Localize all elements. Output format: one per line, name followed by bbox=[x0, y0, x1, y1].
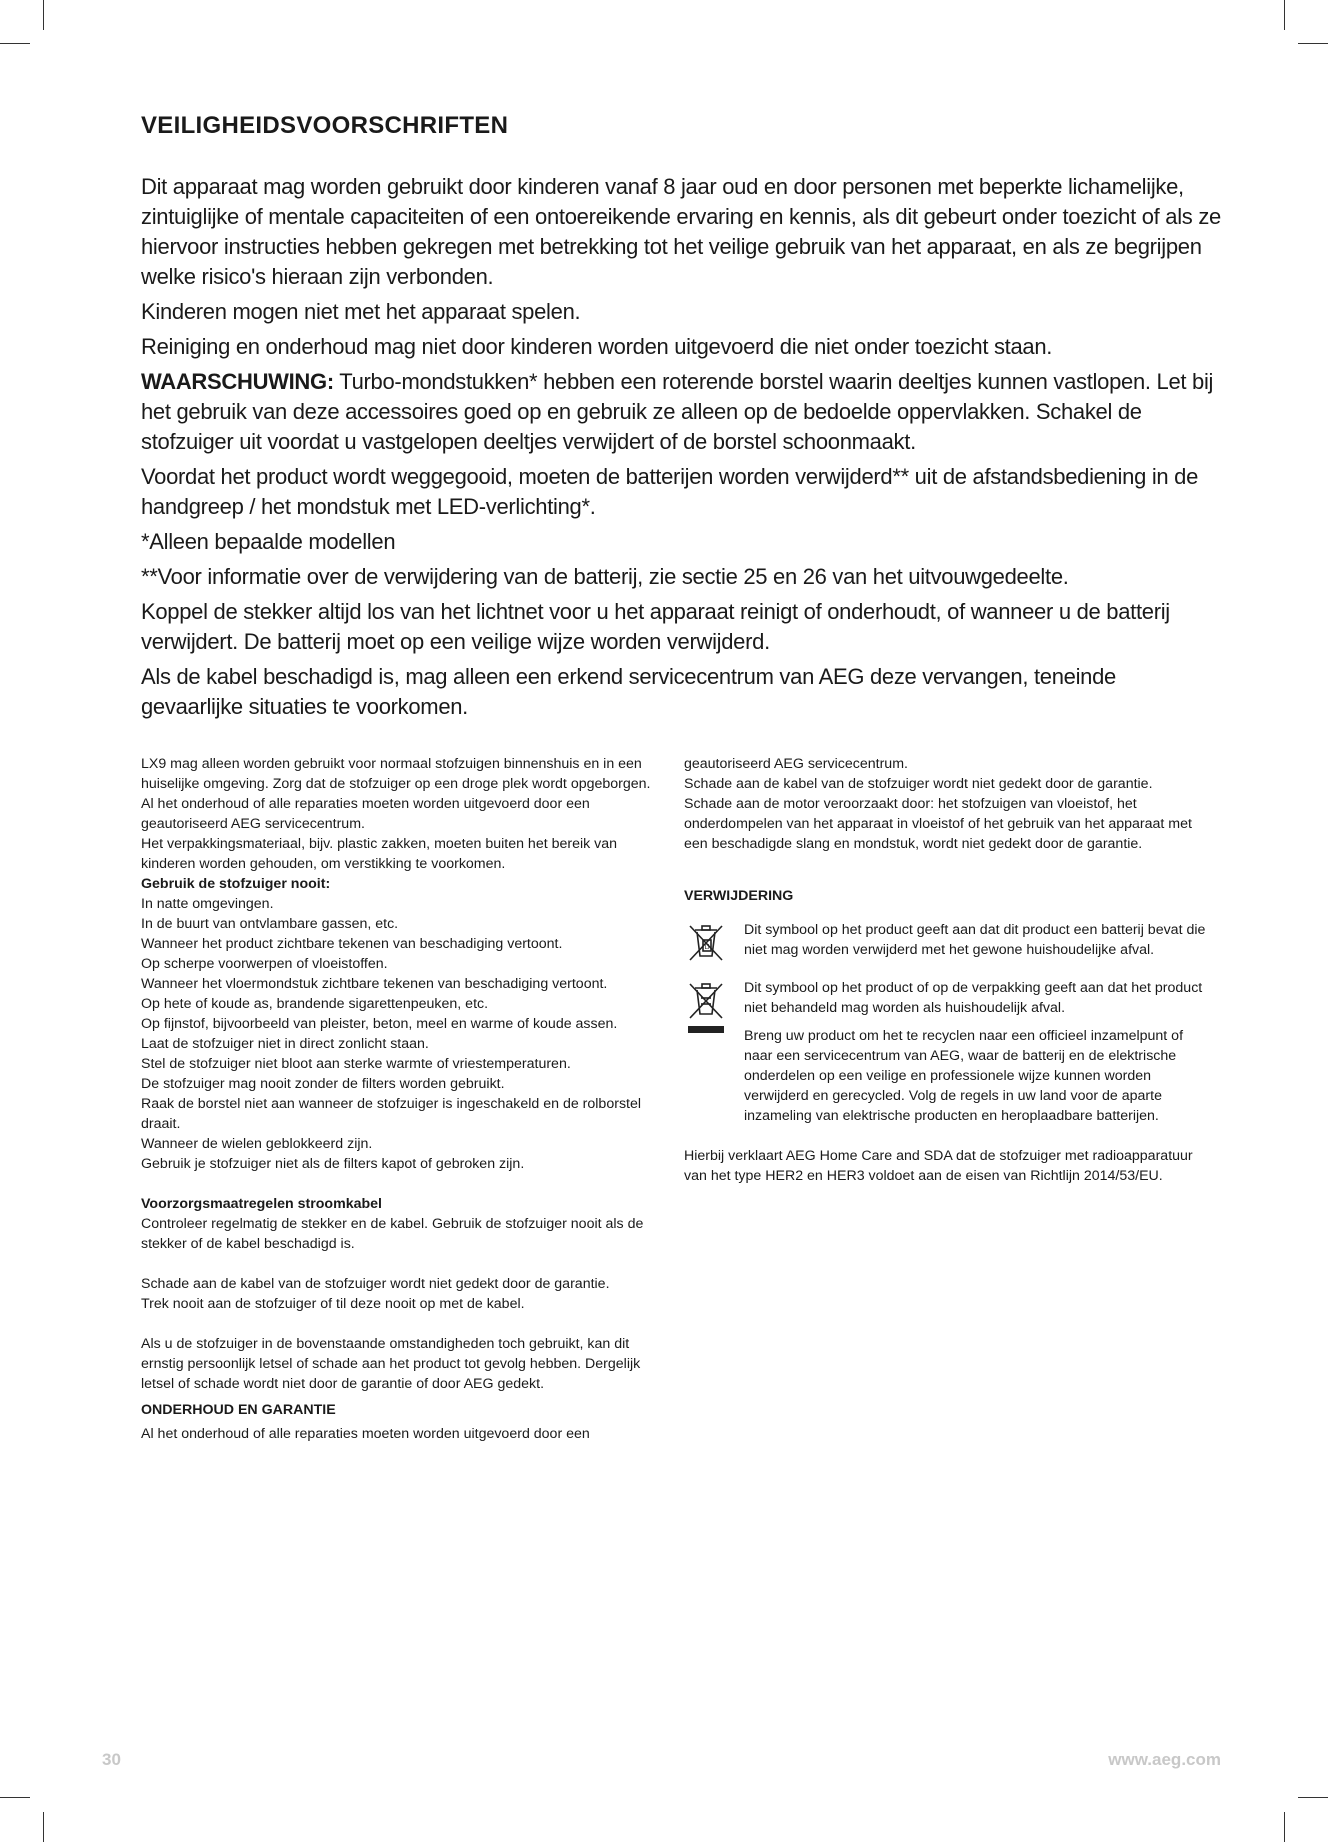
footer-url: www.aeg.com bbox=[1108, 1750, 1221, 1769]
text-block: Schade aan de kabel van de stofzuiger wordt niet gedekt door de garantie. bbox=[141, 1276, 610, 1292]
text-block: Controleer regelmatig de stekker en de kabel. Gebruik de stofzuiger nooit als de stekker of de kabel beschadigd is. bbox=[141, 1216, 644, 1252]
intro-paragraph: Als de kabel beschadigd is, mag alleen een erkend servicecentrum van AEG deze vervangen, teneinde gevaarlijke situaties te voorkomen. bbox=[141, 664, 1116, 719]
right-column bbox=[684, 754, 1209, 1186]
text-block: Het verpakkingsmateriaal, bijv. plastic zakken, moeten buiten het bereik van kinderen worden gehouden, om verstikking te voorkomen. bbox=[141, 836, 618, 872]
crop-mark bbox=[1284, 0, 1285, 30]
text-block: Al het onderhoud of alle reparaties moeten worden uitgevoerd door een geautoriseerd AEG servicecentrum. bbox=[141, 796, 590, 832]
list-item: In de buurt van ontvlambare gassen, etc. bbox=[141, 916, 399, 932]
symbol-text: Dit symbool op het product of op de verpakking geeft aan dat het product niet behandeld mag worden als huishoudelijk afval. bbox=[744, 980, 1203, 1016]
crop-mark bbox=[1298, 43, 1328, 44]
warning-label: WAARSCHUWING: bbox=[141, 369, 334, 394]
list-item: Op fijnstof, bijvoorbeeld van pleister, beton, meel en warme of koude assen. bbox=[141, 1016, 618, 1032]
recycle-text: Breng uw product om het te recyclen naar een officieel inzamelpunt of naar een servicecentrum van AEG, waar de batterij en de elektrische onderdelen op een veilige en professionele wijze kunnen worden verwijderd en gerecycled. Volg de regels in uw land voor de aparte inzameling van elektrische producten en heroplaadbare batterijen. bbox=[744, 1028, 1184, 1124]
intro-paragraph: **Voor informatie over de verwijdering van de batterij, zie sectie 25 en 26 van het uitvouwgedeelte. bbox=[141, 564, 1069, 589]
crop-mark bbox=[1298, 1797, 1328, 1798]
intro-paragraph: Voordat het product wordt weggegooid, moeten de batterijen worden verwijderd** uit de afstandsbediening in de handgreep / het mondstuk met LED-verlichting*. bbox=[141, 464, 1199, 519]
list-item: Gebruik je stofzuiger niet als de filters kapot of gebroken zijn. bbox=[141, 1156, 525, 1172]
svg-text:Li: Li bbox=[704, 944, 710, 951]
intro-paragraph: Kinderen mogen niet met het apparaat spelen. bbox=[141, 299, 581, 324]
crop-mark bbox=[1284, 1812, 1285, 1842]
list-item: Stel de stofzuiger niet bloot aan sterke warmte of vriestemperaturen. bbox=[141, 1056, 571, 1072]
text-block: LX9 mag alleen worden gebruikt voor normaal stofzuigen binnenshuis en in een huiselijke omgeving. Zorg dat de stofzuiger op een droge plek wordt opgeborgen. bbox=[141, 756, 651, 792]
crop-mark bbox=[0, 1797, 30, 1798]
declaration-text: Hierbij verklaart AEG Home Care and SDA dat de stofzuiger met radioapparatuur van het type HER2 en HER3 voldoet aan de eisen van Richtlijn 2014/53/EU. bbox=[684, 1148, 1193, 1184]
text-block: Trek nooit aan de stofzuiger of til deze nooit op met de kabel. bbox=[141, 1296, 525, 1312]
intro-section bbox=[141, 172, 1221, 727]
crossed-bin-battery-icon bbox=[684, 920, 744, 970]
intro-paragraph: *Alleen bepaalde modellen bbox=[141, 529, 396, 554]
disposal-heading: VERWIJDERING bbox=[684, 888, 794, 904]
text-block: Al het onderhoud of alle reparaties moeten worden uitgevoerd door een bbox=[141, 1426, 590, 1442]
page-number: 30 bbox=[102, 1750, 121, 1769]
battery-symbol-row bbox=[684, 920, 1209, 970]
list-item: Wanneer het product zichtbare tekenen van beschadiging vertoont. bbox=[141, 936, 563, 952]
never-use-heading: Gebruik de stofzuiger nooit: bbox=[141, 876, 331, 892]
list-item: Op hete of koude as, brandende sigarettenpeuken, etc. bbox=[141, 996, 489, 1012]
list-item: Raak de borstel niet aan wanneer de stofzuiger is ingeschakeld en de rolborstel draait. bbox=[141, 1096, 642, 1132]
text-block: Als u de stofzuiger in de bovenstaande omstandigheden toch gebruikt, kan dit ernstig persoonlijk letsel of schade aan het product tot gevolg hebben. Dergelijk letsel of schade wordt niet door de garantie of door AEG gedekt. bbox=[141, 1336, 641, 1392]
list-item: Wanneer het vloermondstuk zichtbare tekenen van beschadiging vertoont. bbox=[141, 976, 608, 992]
text-block: Schade aan de kabel van de stofzuiger wordt niet gedekt door de garantie. bbox=[684, 776, 1153, 792]
list-item: In natte omgevingen. bbox=[141, 896, 274, 912]
crop-mark bbox=[43, 0, 44, 30]
list-item: Wanneer de wielen geblokkeerd zijn. bbox=[141, 1136, 373, 1152]
list-item: Laat de stofzuiger niet in direct zonlicht staan. bbox=[141, 1036, 429, 1052]
left-column bbox=[141, 754, 666, 1444]
weee-symbol-row bbox=[684, 978, 1209, 1126]
warning-paragraph bbox=[141, 367, 1221, 457]
page-title: VEILIGHEIDSVOORSCHRIFTEN bbox=[141, 112, 509, 139]
crop-mark bbox=[0, 43, 30, 44]
intro-paragraph: Dit apparaat mag worden gebruikt door kinderen vanaf 8 jaar oud en door personen met beperkte lichamelijke, zintuiglijke of mentale capaciteiten of een ontoereikende ervaring en kennis, als dit gebeurt onder toezicht of als ze hiervoor instructies hebben gekregen met betrekking tot het veilige gebruik van het apparaat, en als ze begrijpen welke risico's hieraan zijn verbonden. bbox=[141, 174, 1221, 289]
intro-paragraph: Reiniging en onderhoud mag niet door kinderen worden uitgevoerd die niet onder toezicht staan. bbox=[141, 334, 1053, 359]
power-cable-heading: Voorzorgsmaatregelen stroomkabel bbox=[141, 1196, 382, 1212]
crop-mark bbox=[43, 1812, 44, 1842]
crossed-bin-icon bbox=[684, 978, 744, 1044]
list-item: Op scherpe voorwerpen of vloeistoffen. bbox=[141, 956, 388, 972]
warning-text: Turbo-mondstukken* hebben een roterende borstel waarin deeltjes kunnen vastlopen. Let bij het gebruik van deze accessoires goed op en gebruik ze alleen op de bedoelde oppervlakken. Schakel de stofzuiger uit voordat u vastgelopen deeltjes verwijdert of de borstel schoonmaakt. bbox=[141, 369, 1214, 454]
symbol-description: Dit symbool op het product geeft aan dat dit product een batterij bevat die niet mag worden verwijderd met het gewone huishoudelijke afval. bbox=[744, 922, 1206, 958]
text-block: geautoriseerd AEG servicecentrum. bbox=[684, 756, 908, 772]
symbol-description bbox=[744, 978, 1209, 1126]
intro-paragraph: Koppel de stekker altijd los van het lichtnet voor u het apparaat reinigt of onderhoudt, of wanneer u de batterij verwijdert. De batterij moet op een veilige wijze worden verwijderd. bbox=[141, 599, 1170, 654]
text-block: Schade aan de motor veroorzaakt door: het stofzuigen van vloeistof, het onderdompelen van het apparaat in vloeistof of het gebruik van het apparaat met een beschadigde slang en mondstuk, wordt niet gedekt door de garantie. bbox=[684, 796, 1192, 852]
list-item: De stofzuiger mag nooit zonder de filters worden gebruikt. bbox=[141, 1076, 505, 1092]
maintenance-heading: ONDERHOUD EN GARANTIE bbox=[141, 1402, 336, 1418]
